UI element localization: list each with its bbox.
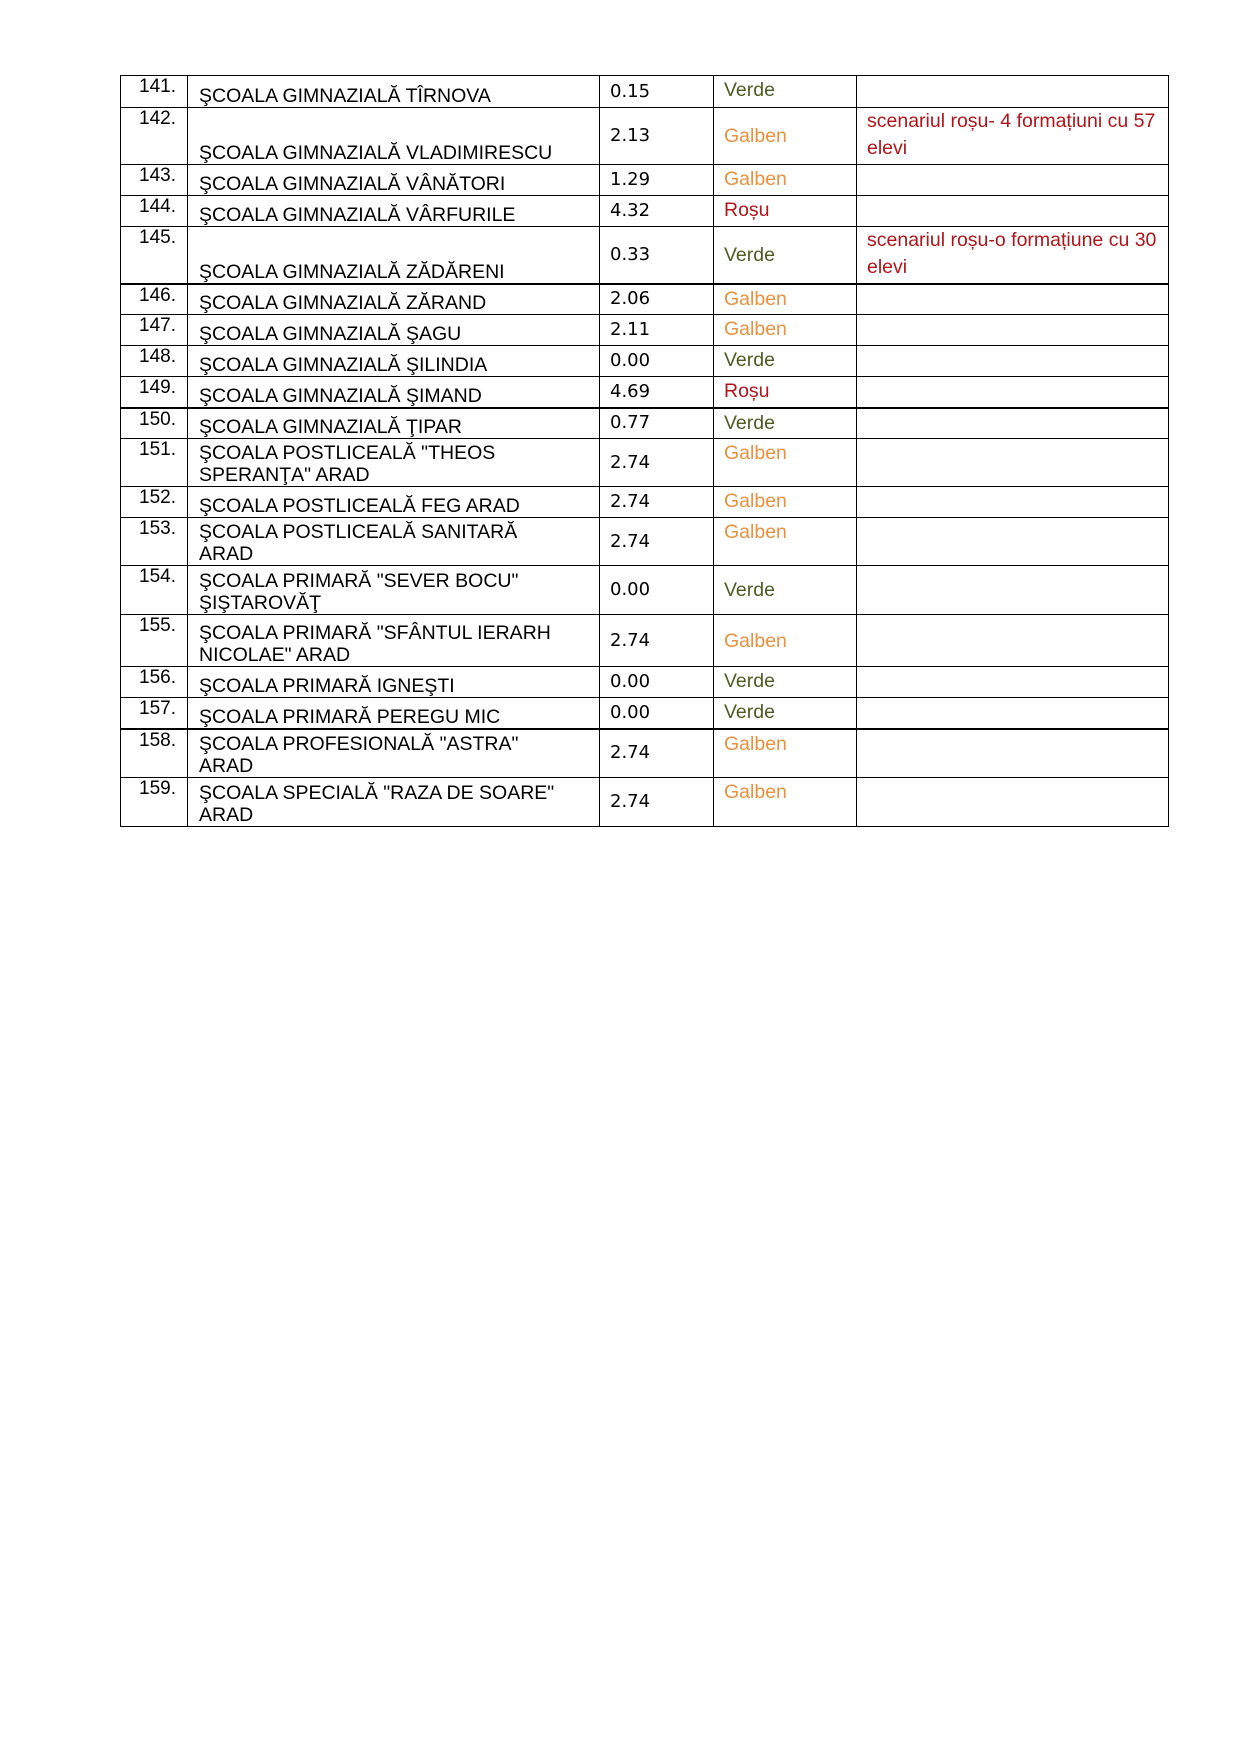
table-row — [121, 76, 1169, 108]
scenario-note — [857, 487, 1169, 518]
school-name: ŞCOALA POSTLICEALĂ SANITARĂ ARAD — [188, 518, 600, 566]
scenario-badge: Galben — [714, 518, 857, 566]
table-row — [121, 566, 1169, 615]
scenario-note — [857, 566, 1169, 615]
row-number: 151. — [121, 439, 188, 487]
school-name: ŞCOALA PRIMARĂ "SEVER BOCU" ŞIŞTAROVĂŢ — [188, 566, 600, 615]
scenario-note — [857, 315, 1169, 346]
incidence-rate: 2.74 — [600, 729, 714, 778]
incidence-rate: 0.00 — [600, 667, 714, 698]
scenario-badge: Galben — [714, 315, 857, 346]
school-name: ŞCOALA GIMNAZIALĂ ZĂDĂRENI — [188, 227, 600, 284]
incidence-rate: 2.74 — [600, 439, 714, 487]
incidence-rate: 0.00 — [600, 346, 714, 377]
school-name: ŞCOALA GIMNAZIALĂ VLADIMIRESCU — [188, 108, 600, 165]
table-row — [121, 518, 1169, 566]
scenario-note — [857, 76, 1169, 108]
scenario-badge: Verde — [714, 346, 857, 377]
row-number: 155. — [121, 615, 188, 667]
scenario-note — [857, 165, 1169, 196]
incidence-rate: 4.32 — [600, 196, 714, 227]
incidence-rate: 0.33 — [600, 227, 714, 284]
scenario-badge: Verde — [714, 566, 857, 615]
scenario-note — [857, 377, 1169, 408]
incidence-rate: 2.11 — [600, 315, 714, 346]
school-name: ŞCOALA GIMNAZIALĂ VÂNĂTORI — [188, 165, 600, 196]
table-row — [121, 667, 1169, 698]
table-row — [121, 615, 1169, 667]
scenario-note — [857, 667, 1169, 698]
schools-table — [120, 75, 1169, 827]
table-row — [121, 196, 1169, 227]
scenario-badge: Verde — [714, 227, 857, 284]
school-name: ŞCOALA PRIMARĂ "SFÂNTUL IERARH NICOLAE" ARAD — [188, 615, 600, 667]
scenario-badge: Galben — [714, 487, 857, 518]
incidence-rate: 2.74 — [600, 518, 714, 566]
row-number: 150. — [121, 408, 188, 439]
incidence-rate: 2.13 — [600, 108, 714, 165]
table-row — [121, 315, 1169, 346]
scenario-note — [857, 729, 1169, 778]
table-row — [121, 108, 1169, 165]
row-number: 146. — [121, 284, 188, 315]
scenario-badge: Roșu — [714, 377, 857, 408]
row-number: 153. — [121, 518, 188, 566]
scenario-badge: Galben — [714, 439, 857, 487]
scenario-badge: Galben — [714, 165, 857, 196]
school-name: ŞCOALA GIMNAZIALĂ ŞAGU — [188, 315, 600, 346]
row-number: 152. — [121, 487, 188, 518]
school-name: ŞCOALA GIMNAZIALĂ ŢIPAR — [188, 408, 600, 439]
row-number: 158. — [121, 729, 188, 778]
scenario-note — [857, 408, 1169, 439]
scenario-badge: Galben — [714, 615, 857, 667]
row-number: 149. — [121, 377, 188, 408]
incidence-rate: 0.77 — [600, 408, 714, 439]
row-number: 141. — [121, 76, 188, 108]
table-row — [121, 439, 1169, 487]
scenario-badge: Verde — [714, 408, 857, 439]
table-row — [121, 377, 1169, 408]
scenario-badge: Verde — [714, 667, 857, 698]
row-number: 157. — [121, 698, 188, 729]
table-row — [121, 487, 1169, 518]
table-row — [121, 346, 1169, 377]
scenario-note — [857, 698, 1169, 729]
scenario-note: scenariul roșu- 4 formațiuni cu 57 elevi — [857, 108, 1169, 165]
table-row — [121, 227, 1169, 284]
incidence-rate: 0.15 — [600, 76, 714, 108]
school-name: ŞCOALA GIMNAZIALĂ ŞILINDIA — [188, 346, 600, 377]
row-number: 148. — [121, 346, 188, 377]
row-number: 145. — [121, 227, 188, 284]
scenario-note — [857, 778, 1169, 827]
school-name: ŞCOALA PRIMARĂ IGNEŞTI — [188, 667, 600, 698]
scenario-badge: Galben — [714, 778, 857, 827]
incidence-rate: 2.74 — [600, 487, 714, 518]
school-name: ŞCOALA PRIMARĂ PEREGU MIC — [188, 698, 600, 729]
school-name: ŞCOALA POSTLICEALĂ "THEOS SPERANŢA" ARAD — [188, 439, 600, 487]
table-row — [121, 778, 1169, 827]
row-number: 154. — [121, 566, 188, 615]
scenario-note — [857, 196, 1169, 227]
table-row — [121, 729, 1169, 778]
row-number: 156. — [121, 667, 188, 698]
incidence-rate: 4.69 — [600, 377, 714, 408]
scenario-note — [857, 615, 1169, 667]
row-number: 142. — [121, 108, 188, 165]
school-name: ŞCOALA GIMNAZIALĂ ŞIMAND — [188, 377, 600, 408]
incidence-rate: 0.00 — [600, 698, 714, 729]
row-number: 147. — [121, 315, 188, 346]
table-row — [121, 284, 1169, 315]
scenario-badge: Galben — [714, 729, 857, 778]
table-row — [121, 408, 1169, 439]
row-number: 144. — [121, 196, 188, 227]
table-row — [121, 698, 1169, 729]
school-name: ŞCOALA GIMNAZIALĂ VÂRFURILE — [188, 196, 600, 227]
scenario-note — [857, 284, 1169, 315]
incidence-rate: 0.00 — [600, 566, 714, 615]
scenario-badge: Roșu — [714, 196, 857, 227]
scenario-note — [857, 439, 1169, 487]
incidence-rate: 2.74 — [600, 778, 714, 827]
scenario-note: scenariul roșu-o formațiune cu 30 elevi — [857, 227, 1169, 284]
row-number: 143. — [121, 165, 188, 196]
school-name: ŞCOALA PROFESIONALĂ "ASTRA" ARAD — [188, 729, 600, 778]
incidence-rate: 1.29 — [600, 165, 714, 196]
school-name: ŞCOALA GIMNAZIALĂ TÎRNOVA — [188, 76, 600, 108]
scenario-note — [857, 346, 1169, 377]
scenario-badge: Verde — [714, 698, 857, 729]
school-name: ŞCOALA POSTLICEALĂ FEG ARAD — [188, 487, 600, 518]
row-number: 159. — [121, 778, 188, 827]
school-name: ŞCOALA SPECIALĂ "RAZA DE SOARE" ARAD — [188, 778, 600, 827]
scenario-badge: Galben — [714, 108, 857, 165]
school-name: ŞCOALA GIMNAZIALĂ ZĂRAND — [188, 284, 600, 315]
table-row — [121, 165, 1169, 196]
scenario-badge: Galben — [714, 284, 857, 315]
incidence-rate: 2.74 — [600, 615, 714, 667]
incidence-rate: 2.06 — [600, 284, 714, 315]
scenario-note — [857, 518, 1169, 566]
scenario-badge: Verde — [714, 76, 857, 108]
